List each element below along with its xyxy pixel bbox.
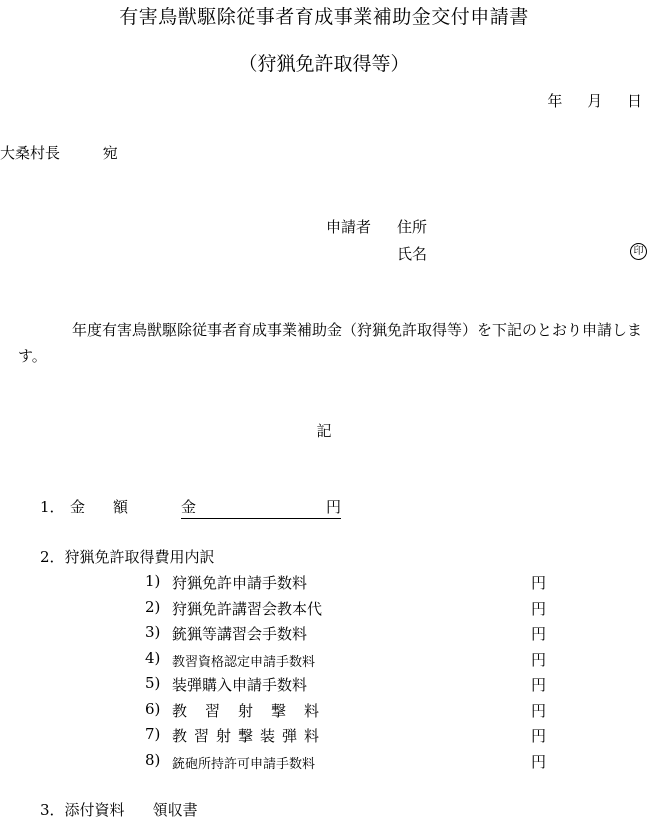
- list-item-unit: 円: [531, 752, 547, 771]
- list-item-name: 銃砲所持許可申請手数料: [172, 756, 316, 772]
- amount-field: [181, 496, 341, 519]
- date-day-label: 日: [626, 92, 642, 110]
- list-item-name: 狩猟免許講習会教本代: [172, 599, 323, 618]
- list-item: [145, 649, 565, 675]
- list-item-number: 1): [145, 572, 161, 590]
- ki-heading: 記: [316, 422, 332, 440]
- list-item-name: 教習射撃装弾料: [172, 727, 327, 745]
- list-item: [145, 725, 565, 751]
- fee-breakdown-list: [145, 572, 565, 776]
- list-item: [145, 598, 565, 624]
- list-item: [145, 700, 565, 726]
- list-item-name: 教習射撃料: [172, 701, 338, 720]
- amount-label: 金額: [70, 498, 157, 516]
- list-item-unit: 円: [531, 727, 547, 745]
- list-item-unit: 円: [531, 574, 547, 592]
- document-title: 有害鳥獣駆除従事者育成事業補助金交付申請書: [119, 6, 529, 28]
- list-item-number: 4): [145, 648, 161, 667]
- name-label: 氏名: [397, 245, 428, 263]
- item2-number: 2．: [40, 548, 65, 566]
- item3-label: 添付資料: [64, 801, 125, 819]
- list-item-number: 7): [145, 725, 161, 743]
- item3-number: 3．: [40, 801, 65, 819]
- item1-number: 1．: [40, 498, 65, 516]
- amount-unit: 円: [325, 498, 341, 516]
- list-item-unit: 円: [531, 650, 547, 669]
- applicant-label: 申請者: [326, 218, 372, 236]
- list-item-number: 2): [145, 597, 161, 616]
- list-item: [145, 751, 565, 777]
- application-statement: [18, 317, 648, 369]
- list-item-unit: 円: [531, 676, 547, 694]
- list-item-number: 6): [145, 699, 161, 718]
- amount-prefix: 金: [181, 498, 197, 516]
- list-item-unit: 円: [531, 599, 547, 618]
- addressee-suffix: 宛: [102, 144, 118, 162]
- date-line: [547, 90, 642, 111]
- list-item-number: 3): [145, 623, 161, 641]
- seal-icon: 印: [630, 243, 647, 260]
- date-month-label: 月: [587, 92, 603, 110]
- list-item: [145, 623, 565, 649]
- list-item-name: 銃猟等講習会手数料: [172, 625, 308, 643]
- list-item-name: 教習資格認定申請手数料: [172, 654, 316, 670]
- list-item-number: 8): [145, 750, 161, 769]
- application-statement-text: 年度有害鳥獣駆除従事者育成事業補助金（狩猟免許取得等）を下記のとおり申請します。: [18, 321, 643, 365]
- list-item-name: 狩猟免許申請手数料: [172, 574, 308, 592]
- list-item: [145, 572, 565, 598]
- item2-label: 狩猟免許取得費用内訳: [64, 548, 215, 566]
- list-item-name: 装弾購入申請手数料: [172, 676, 308, 694]
- addressee-name: 大桑村長: [0, 144, 61, 162]
- list-item: [145, 674, 565, 700]
- list-item-unit: 円: [531, 625, 547, 643]
- item3-value: 領収書: [152, 801, 198, 819]
- document-subtitle: （狩猟免許取得等）: [238, 53, 410, 75]
- list-item-unit: 円: [531, 701, 547, 720]
- addressee: [0, 142, 118, 163]
- item2-heading: [40, 546, 215, 567]
- date-year-label: 年: [547, 92, 563, 110]
- list-item-number: 5): [145, 674, 161, 692]
- address-label: 住所: [397, 218, 428, 236]
